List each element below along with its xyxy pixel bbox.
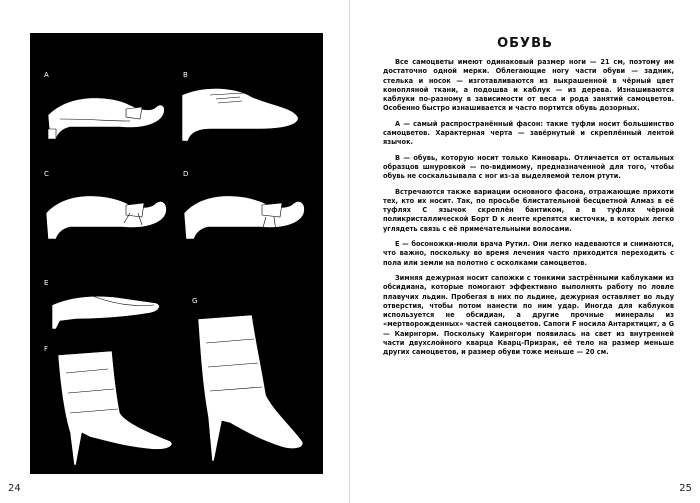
shoe-drawings [30,33,323,474]
shoe-c-drawing [46,196,166,239]
boot-f-drawing [58,351,172,465]
paragraph-e: Е — босоножки-мюли врача Рутил. Они легко надеваются и снимаются, что важно, поскольку во время лечения часто приходится переходить с пола или земли на полотно с осколками самоцветов. [383,240,674,267]
label-b: B [183,71,188,79]
paragraph-intro: Все самоцветы имеют одинаковый размер ноги — 21 см, поэтому им достаточно одной мерки. Облегающие ногу части обуви — задник, стелька и носок — изготавливаются из выкрашенной в чёрный цвет конопляной ткани, а подошва и каблук — из дерева. Изнашиваются каблуки по-разному в зависимости от веса и рода занятий самоцветов. Особенно быстро изнашивается и часто портится обувь дозорных. [383,58,674,113]
shoe-d-drawing [184,196,304,239]
boot-g-drawing [198,315,303,461]
label-d: D [183,170,189,178]
paragraph-c-d: Встречаются также вариации основного фасона, отражающие прихоти тех, кто их носит. Так, по просьбе блистательной бесцветной Алмаз в её туфлях С язычок скреплён бантиком, а в туфлях чёрной поликристаллической Борт D к ленте крепятся кисточки, в которых легко углядеть связь с её примечательными волосами. [383,187,674,233]
label-a: A [44,71,49,79]
page-number-right: 25 [679,483,692,494]
paragraph-f-g: Зимняя дежурная носит сапожки с тонкими застрёнными каблуками из обсидиана, которые помогают эффективно выполнять работу по ловле плавучих льдин. Пробегая в них по льдине, дежурная оставляет во льду отверстия, чтобы потом нанести по ним удар. Иногда для каблуков используется не обсидиан, а другие прочные минералы из «мертворожденных» частей самоцветов. Сапоги F носила Антарктицит, а G — Каирнгорм. Поскольку Каирнгорм появилась на свет из внутренней части двухслойного кварца Кварц-Призрак, её тело на размер меньше других самоцветов, и размер обуви тоже меньше — 20 см. [383,273,674,357]
paragraph-a: А — самый распространённый фасон: такие туфли носит большинство самоцветов. Характерная черта — завёрнутый и скреплённый лентой язычок. [383,119,674,147]
right-page [350,0,700,503]
page-title: ОБУВЬ [497,36,553,51]
label-g: G [192,297,198,305]
label-e: E [44,279,49,287]
shoe-a-drawing [48,98,164,139]
page-number-left: 24 [8,483,21,494]
shoe-b-drawing [182,88,298,141]
shoe-e-drawing [52,295,159,329]
shoe-illustration-plate [30,33,323,474]
label-f: F [44,345,49,353]
label-c: C [44,170,49,178]
article-text [383,58,674,364]
paragraph-b: В — обувь, которую носит только Киноварь. Отличается от остальных образцов шнуровкой — по-видимому, предназначенной для того, чтобы обувь не соскальзывала с ног из-за выделяемой телом ртути. [383,153,674,181]
